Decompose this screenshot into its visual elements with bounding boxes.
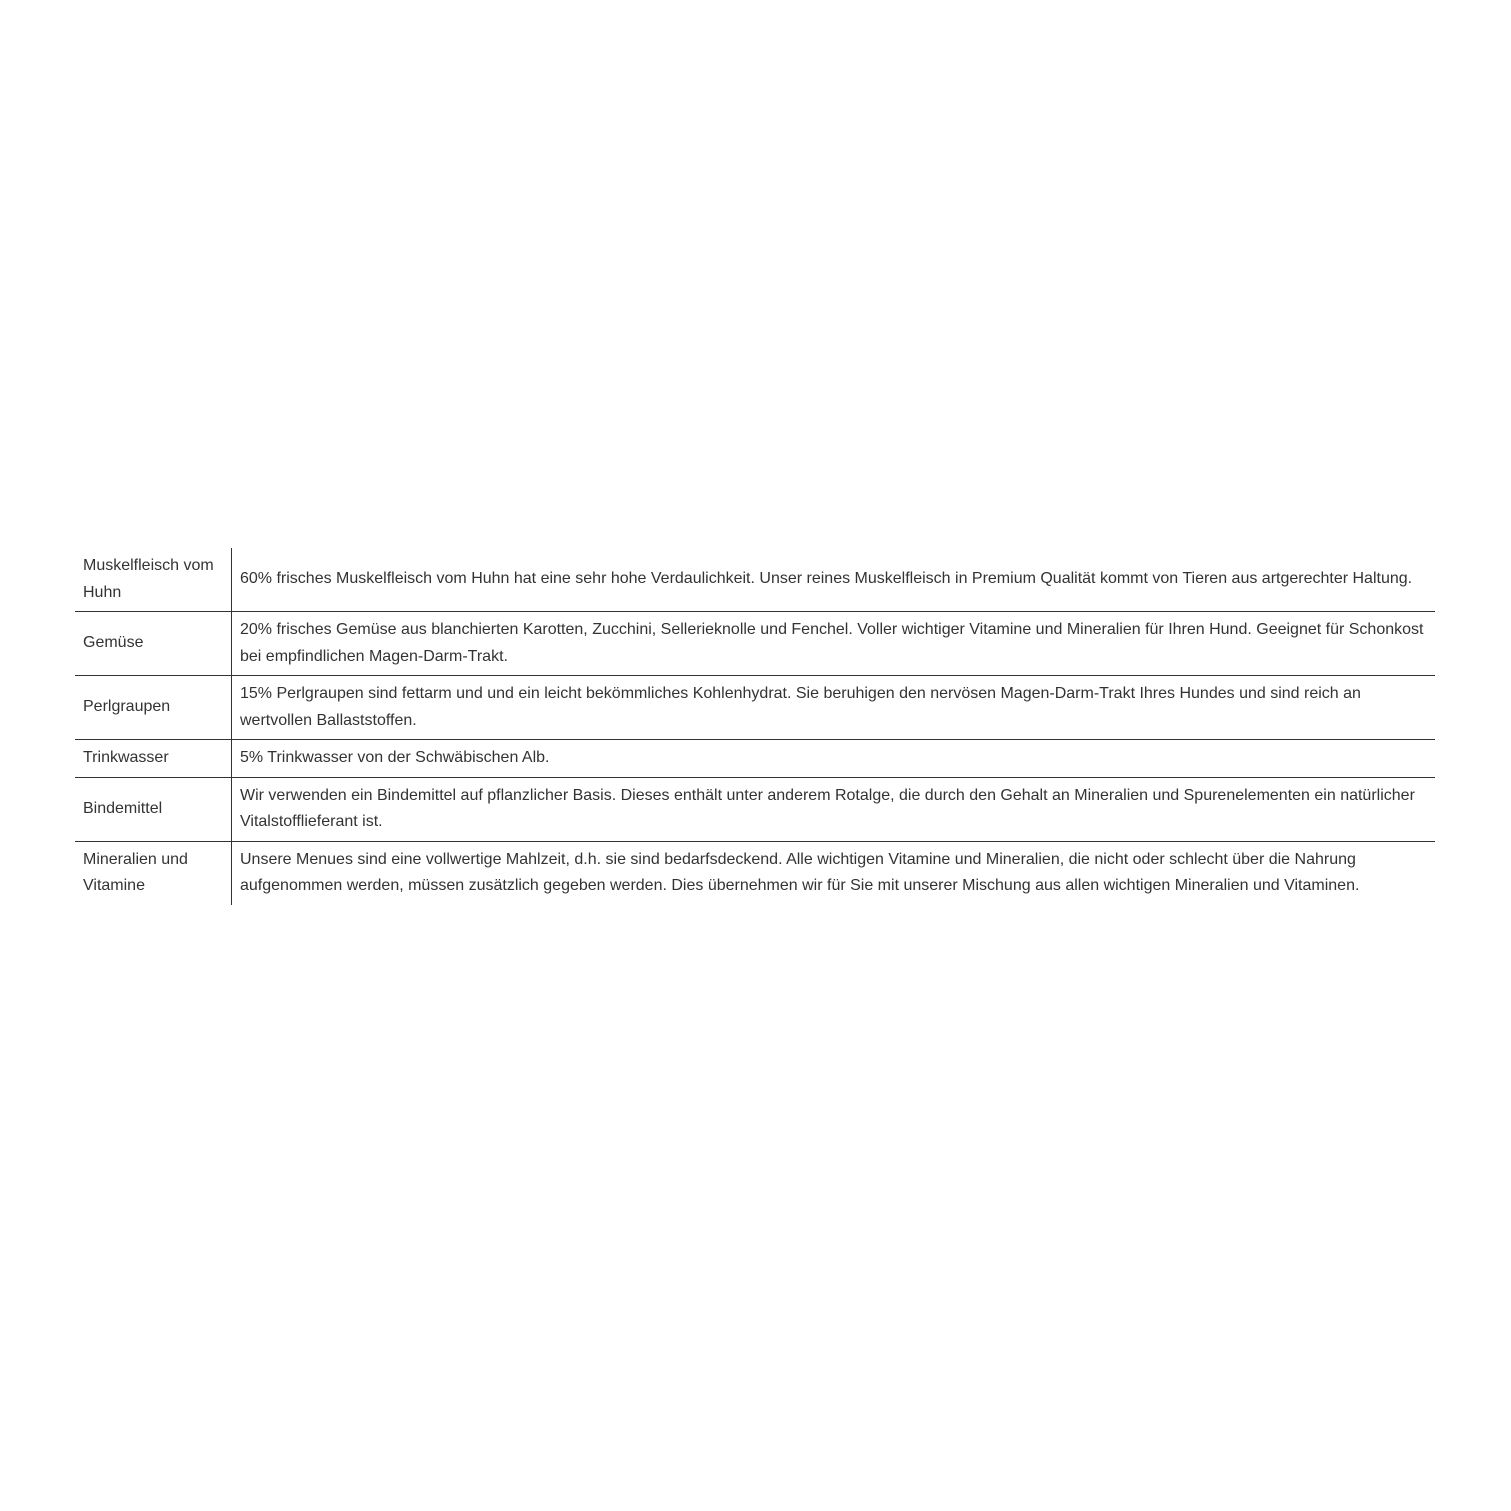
ingredient-name: Muskelfleisch vom Huhn (75, 548, 232, 612)
ingredients-table (75, 548, 1435, 905)
table-row (75, 777, 1435, 841)
table-row (75, 548, 1435, 612)
ingredient-description: 5% Trinkwasser von der Schwäbischen Alb. (232, 740, 1436, 778)
ingredient-description: Wir verwenden ein Bindemittel auf pflanzlicher Basis. Dieses enthält unter anderem Rotalge, die durch den Gehalt an Mineralien und Spurenelementen ein natürlicher Vitalstofflieferant ist. (232, 777, 1436, 841)
ingredient-description: 15% Perlgraupen sind fettarm und und ein leicht bekömmliches Kohlenhydrat. Sie beruhigen den nervösen Magen-Darm-Trakt Ihres Hundes und sind reich an wertvollen Ballaststoffen. (232, 676, 1436, 740)
ingredient-description: Unsere Menues sind eine vollwertige Mahlzeit, d.h. sie sind bedarfsdeckend. Alle wichtigen Vitamine und Mineralien, die nicht oder schlecht über die Nahrung aufgenommen werden, müssen zusätzlich gegeben werden. Dies übernehmen wir für Sie mit unserer Mischung aus allen wichtigen Mineralien und Vitaminen. (232, 841, 1436, 905)
ingredient-name: Mineralien und Vitamine (75, 841, 232, 905)
ingredient-name: Bindemittel (75, 777, 232, 841)
ingredient-name: Trinkwasser (75, 740, 232, 778)
ingredient-name: Gemüse (75, 612, 232, 676)
table-row (75, 676, 1435, 740)
table-row (75, 740, 1435, 778)
ingredient-name: Perlgraupen (75, 676, 232, 740)
table-row (75, 612, 1435, 676)
ingredient-description: 20% frisches Gemüse aus blanchierten Karotten, Zucchini, Sellerieknolle und Fenchel. Voller wichtiger Vitamine und Mineralien für Ihren Hund. Geeignet für Schonkost bei empfindlichen Magen-Darm-Trakt. (232, 612, 1436, 676)
table-row (75, 841, 1435, 905)
ingredient-description: 60% frisches Muskelfleisch vom Huhn hat eine sehr hohe Verdaulichkeit. Unser reines Muskelfleisch in Premium Qualität kommt von Tieren aus artgerechter Haltung. (240, 570, 1413, 588)
